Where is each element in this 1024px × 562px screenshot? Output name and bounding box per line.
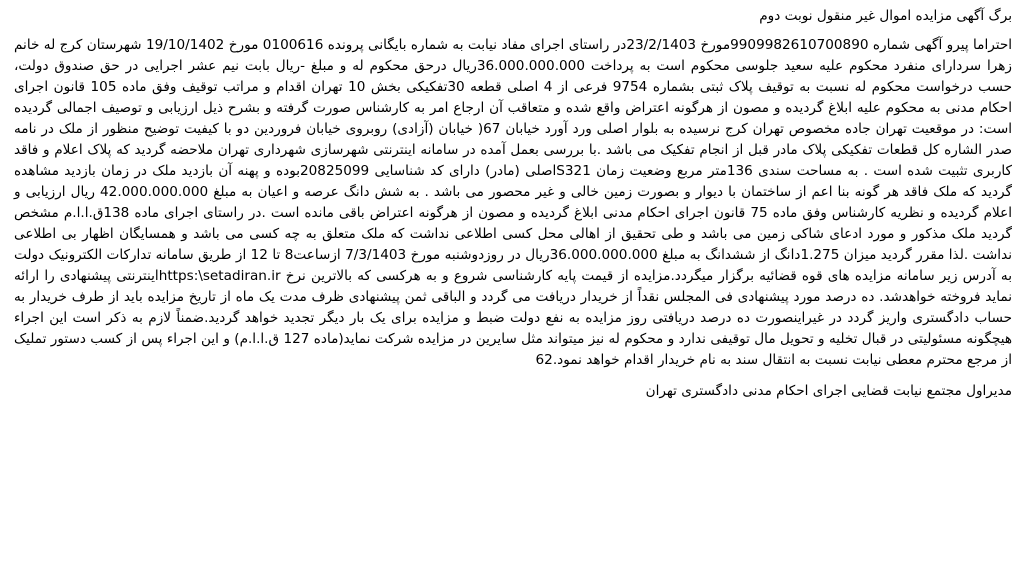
notice-title: برگ آگهی مزایده اموال غیر منقول نوبت دوم — [759, 8, 1012, 24]
auction-notice — [14, 6, 1012, 402]
notice-signature: مدیراول مجتمع نیابت قضایی اجرای احکام مدنی دادگستری تهران — [645, 383, 1012, 399]
notice-body: احتراما پیرو آگهی شماره 9909982610700890مورخ 23/2/1403در راستای اجرای مفاد نیابت به شماره بایگانی پرونده 0100616 مورخ 19/10/1402 شهرستان کرج له خانم زهرا سردارای منفرد محکوم علیه سعید جلوسی محکوم است به پرداخت 36.000.000.000ریال درحق محکوم له و مبلغ -ریال بابت نیم عشر اجرایی در حق صندوق دولت، حسب درخواست محکوم له نسبت به توقیف پلاک ثبتی بشماره 9754 فرعی از 4 اصلی قطعه 30تفکیکی بخش 10 تهران اقدام و مراتب توقیف وفق ماده 105 قانون اجرای احکام مدنی به محکوم علیه ابلاغ گردیده و مصون از هرگونه اعتراض واقع شده و متعاقب آن ارجاع امر به کارشناس صورت گرفته و بشرح ذیل ارزیابی و توصیف اجمالی گردیده است: در موقعیت تهران جاده مخصوص تهران کرج نرسیده به بلوار اصلی ورد آورد خیابان 67( خیابان (آزادی) روبروی خیابان فروردین دو با کیفیت توضیح منظور از ملک در نامه صدر الشاره کل قطعات تفکیکی پلاک مادر قبل از انجام تفکیک می باشد .با بررسی بعمل آمده در سامانه اینترنتی شهرسازی شهرداری تهران ملاحضه گردید که پلاک اعلام و فاقد کاربری تثبیت شده است . به مساحت سندی 136متر مربع وضعیت زمان S321اصلی (مادر) دارای کد شناسایی 20825099بوده و پهنه آن بازدید ملک در زمان بازدید مشاهده گردید که ملک فاقد هر گونه بنا اعم از ساختمان با دیوار و بصورت زمین خالی و غیر محصور می باشد . به شش دانگ عرصه و اعیان به مبلغ 42.000.000.000 ریال ارزیابی و اعلام گردیده و نظریه کارشناس وفق ماده 75 قانون اجرای احکام مدنی ابلاغ گردیده و مصون از هرگونه اعتراض باقی مانده است .در راستای اجرای ماده 138ق.ا.ا.م مشخص گردید ملک مذکور و مورد ادعای شاکی زمین می باشد و طی تحقیق از اهالی محل کسی اطلاعی نداشت که ملک متعلق به چه کسی می باشد و همسایگان اظهار بی اطلاعی نداشت .لذا مقرر گردید میزان 1.275دانگ از ششدانگ به مبلغ 36.000.000.000ریال در روزدوشنبه مورخ 7/3/1403 ازساعت8 تا 12 از طریق سامانه تدارکات الکترونیک دولت به آدرس زیر سامانه مزایده های قوه قضائیه برگزار میگردد.مزایده از قیمت پایه کارشناسی شروع و به هرکسی که بالاترین نرخ https:\setadiran.irاینترنتی پیشنهادی را ارائه نماید فروخته خواهدشد. ده درصد مورد پیشنهادی فی المجلس نقداً از خریدار دریافت می گردد و الباقی ثمن پیشنهادی ظرف مدت یک ماه از تاریخ مزایده باید از طرف خریدار به حساب دادگستری واریز گردد در غیراینصورت ده درصد دریافتی روز مزایده به نفع دولت ضبط و مزایده برای یک بار دیگر تجدید خواهد گردید.ضمناً لازم به ذکر است این اجراء هیچگونه مسئولیتی در قبال تخلیه و تحویل مال توقیفی ندارد و محکوم له نیز میتواند مثل سایرین در مزایده شرکت نماید(ماده 127 ق.ا.ا.م) و این اجراء پس از کسب دستور تملیک از مرجع محترم معطی نیابت نسبت به انتقال سند به نام خریدار اقدام خواهد نمود.62 — [14, 37, 1013, 368]
